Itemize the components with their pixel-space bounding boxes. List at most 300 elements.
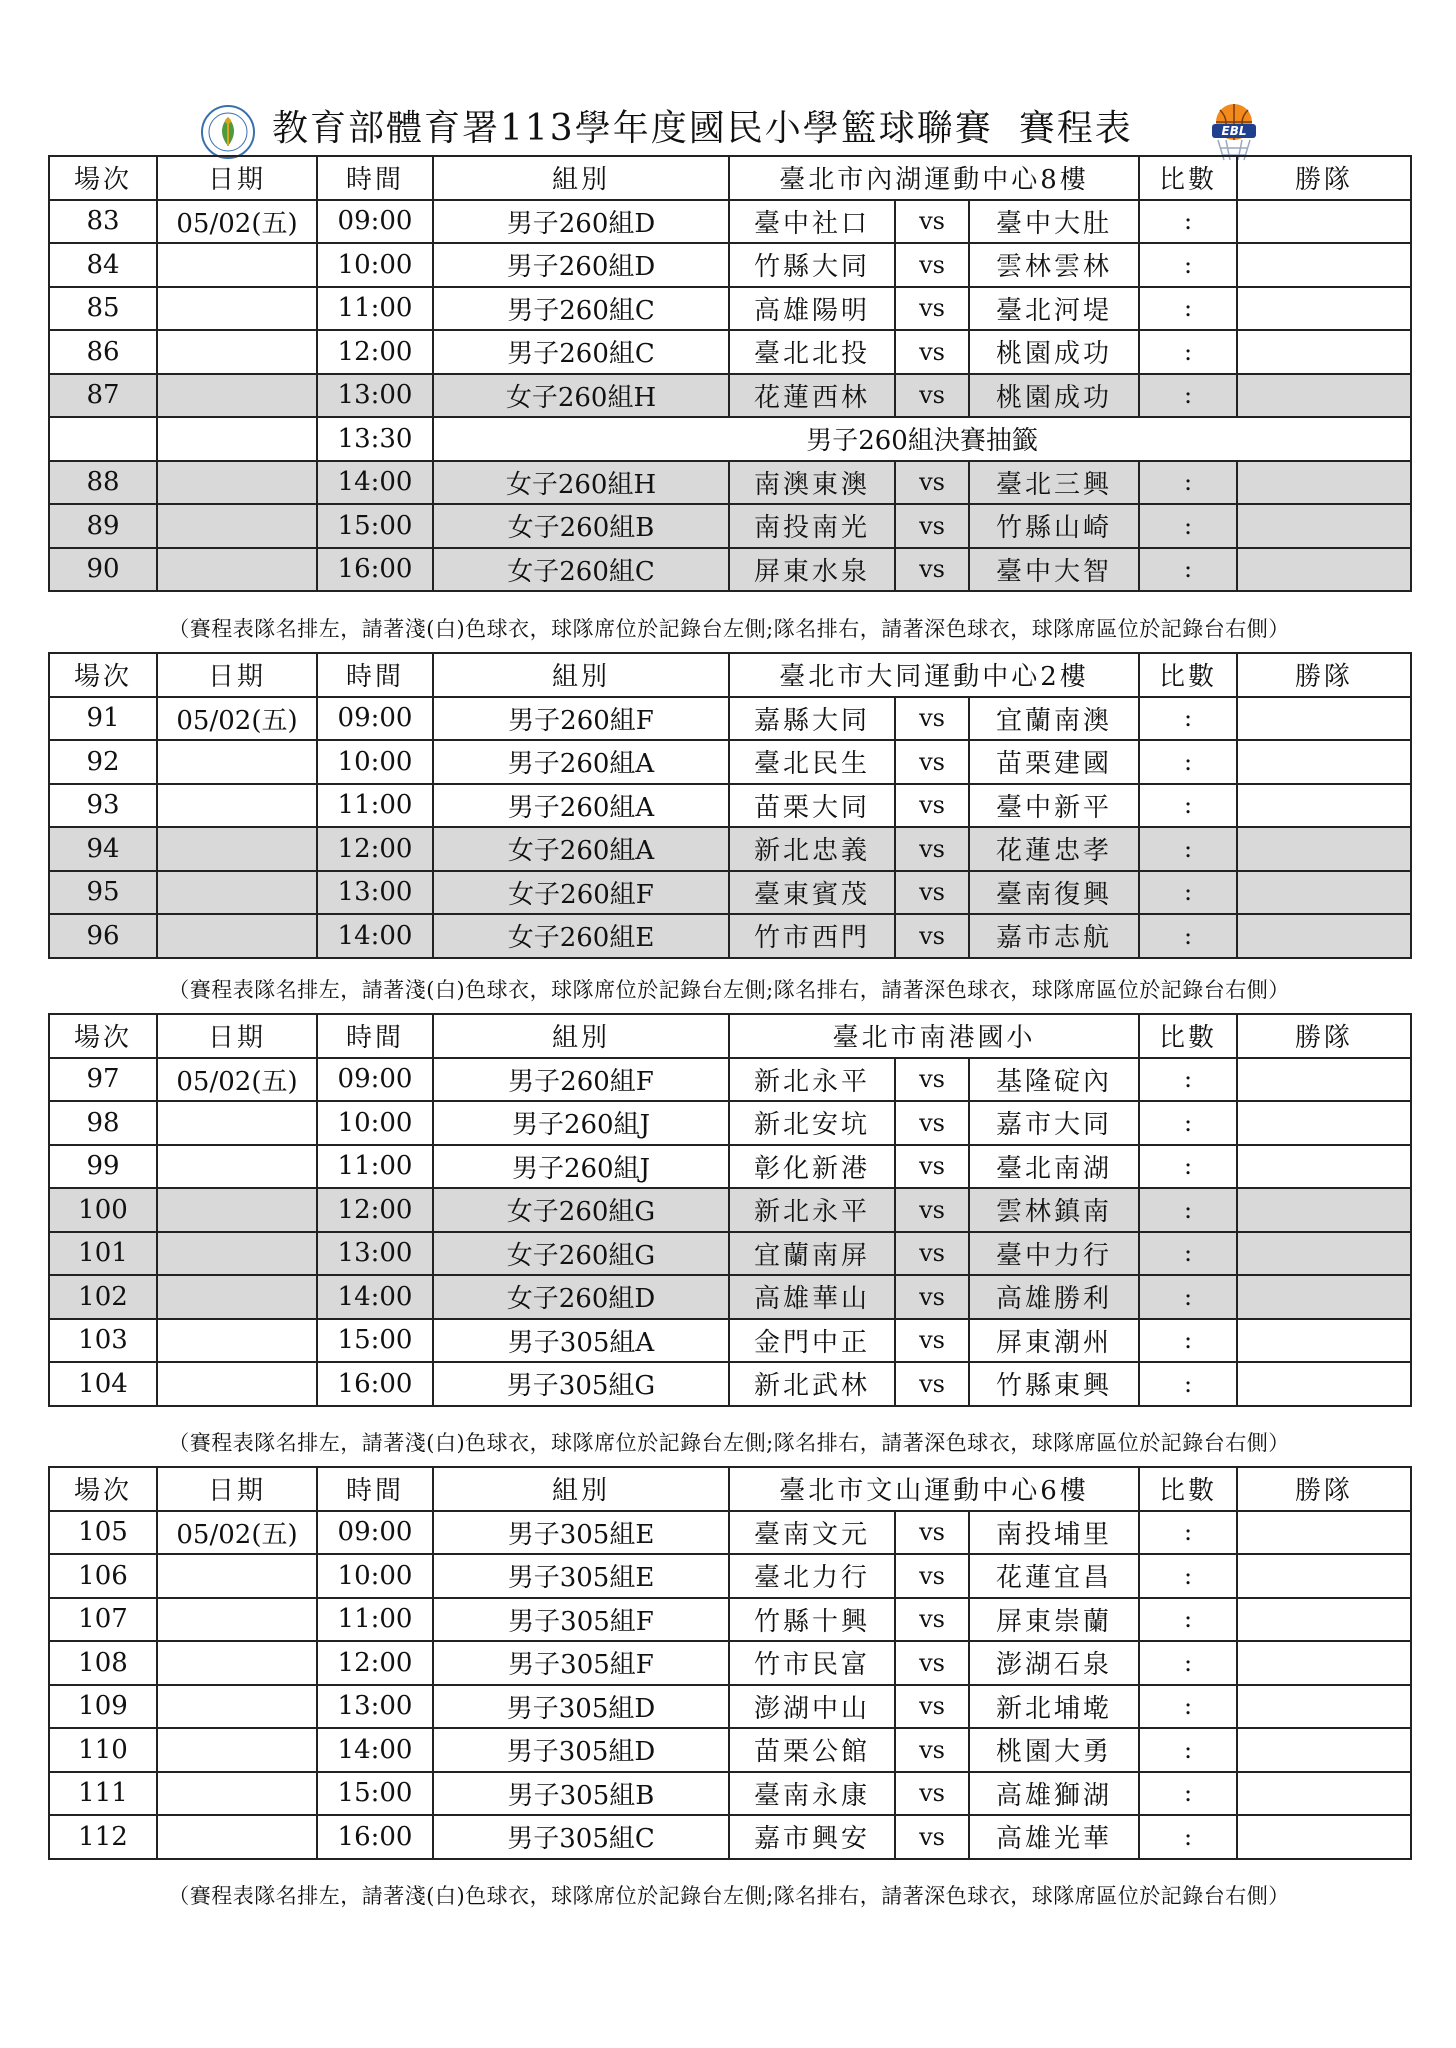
home-team-cell: 金門中正 [729, 1319, 895, 1363]
away-team-cell: 高雄光華 [969, 1815, 1139, 1859]
header-group: 組別 [433, 1014, 729, 1058]
score-cell: : [1139, 1275, 1237, 1319]
event-cell: 男子260組決賽抽籤 [433, 417, 1411, 461]
vs-cell: vs [895, 1772, 969, 1816]
match-no-cell: 108 [49, 1641, 157, 1685]
vs-cell: vs [895, 548, 969, 592]
score-cell: : [1139, 914, 1237, 958]
away-team-cell: 竹縣東興 [969, 1362, 1139, 1406]
winner-cell [1237, 784, 1411, 828]
vs-cell: vs [895, 287, 969, 331]
match-no-cell: 112 [49, 1815, 157, 1859]
home-team-cell: 高雄華山 [729, 1275, 895, 1319]
winner-cell [1237, 697, 1411, 741]
match-no-cell: 84 [49, 243, 157, 287]
group-cell: 男子260組C [433, 330, 729, 374]
time-cell: 10:00 [317, 243, 433, 287]
match-no-cell: 91 [49, 697, 157, 741]
group-cell: 女子260組G [433, 1188, 729, 1232]
score-cell: : [1139, 740, 1237, 784]
home-team-cell: 宜蘭南屏 [729, 1232, 895, 1276]
date-cell [157, 871, 317, 915]
header-group: 組別 [433, 156, 729, 200]
group-cell: 女子260組A [433, 827, 729, 871]
table-header-row [49, 653, 1411, 697]
date-cell [157, 827, 317, 871]
winner-cell [1237, 914, 1411, 958]
time-cell: 14:00 [317, 914, 433, 958]
home-team-cell: 臺中社口 [729, 200, 895, 244]
score-cell: : [1139, 287, 1237, 331]
winner-cell [1237, 200, 1411, 244]
score-cell: : [1139, 1188, 1237, 1232]
time-cell: 13:30 [317, 417, 433, 461]
group-cell: 男子260組A [433, 784, 729, 828]
away-team-cell: 臺北河堤 [969, 287, 1139, 331]
away-team-cell: 嘉市大同 [969, 1101, 1139, 1145]
time-cell: 16:00 [317, 1362, 433, 1406]
away-team-cell: 宜蘭南澳 [969, 697, 1139, 741]
home-team-cell: 嘉縣大同 [729, 697, 895, 741]
away-team-cell: 基隆碇內 [969, 1058, 1139, 1102]
winner-cell [1237, 1641, 1411, 1685]
match-no-cell: 96 [49, 914, 157, 958]
away-team-cell: 嘉市志航 [969, 914, 1139, 958]
away-team-cell: 苗栗建國 [969, 740, 1139, 784]
away-team-cell: 花蓮忠孝 [969, 827, 1139, 871]
date-cell [157, 784, 317, 828]
vs-cell: vs [895, 1188, 969, 1232]
winner-cell [1237, 827, 1411, 871]
time-cell: 09:00 [317, 200, 433, 244]
time-cell: 13:00 [317, 871, 433, 915]
away-team-cell: 桃園成功 [969, 374, 1139, 418]
date-cell [157, 914, 317, 958]
match-no-cell: 89 [49, 504, 157, 548]
header-score: 比數 [1139, 653, 1237, 697]
date-cell [157, 1685, 317, 1729]
home-team-cell: 臺南永康 [729, 1772, 895, 1816]
away-team-cell: 桃園成功 [969, 330, 1139, 374]
home-team-cell: 彰化新港 [729, 1145, 895, 1189]
away-team-cell: 桃園大勇 [969, 1728, 1139, 1772]
group-cell: 男子260組J [433, 1101, 729, 1145]
away-team-cell: 新北埔墘 [969, 1685, 1139, 1729]
table-row [49, 1188, 1411, 1232]
group-cell: 男子305組E [433, 1511, 729, 1555]
score-cell: : [1139, 1598, 1237, 1642]
away-team-cell: 竹縣山崎 [969, 504, 1139, 548]
home-team-cell: 竹縣大同 [729, 243, 895, 287]
score-cell: : [1139, 1554, 1237, 1598]
group-cell: 男子305組A [433, 1319, 729, 1363]
away-team-cell: 臺中新平 [969, 784, 1139, 828]
winner-cell [1237, 871, 1411, 915]
group-cell: 男子305組E [433, 1554, 729, 1598]
time-cell: 12:00 [317, 1188, 433, 1232]
vs-cell: vs [895, 1641, 969, 1685]
home-team-cell: 南投南光 [729, 504, 895, 548]
away-team-cell: 屏東潮州 [969, 1319, 1139, 1363]
home-team-cell: 南澳東澳 [729, 461, 895, 505]
match-no-cell: 107 [49, 1598, 157, 1642]
vs-cell: vs [895, 1101, 969, 1145]
date-cell [157, 1728, 317, 1772]
group-cell: 男子260組F [433, 1058, 729, 1102]
date-cell [157, 740, 317, 784]
match-no-cell: 99 [49, 1145, 157, 1189]
winner-cell [1237, 1511, 1411, 1555]
vs-cell: vs [895, 374, 969, 418]
table-row [49, 1275, 1411, 1319]
winner-cell [1237, 1685, 1411, 1729]
score-cell: : [1139, 330, 1237, 374]
group-cell: 女子260組H [433, 461, 729, 505]
match-no-cell: 105 [49, 1511, 157, 1555]
vs-cell: vs [895, 1145, 969, 1189]
score-cell: : [1139, 1101, 1237, 1145]
vs-cell: vs [895, 1275, 969, 1319]
time-cell: 09:00 [317, 1511, 433, 1555]
score-cell: : [1139, 1058, 1237, 1102]
time-cell: 16:00 [317, 548, 433, 592]
time-cell: 15:00 [317, 1319, 433, 1363]
vs-cell: vs [895, 1598, 969, 1642]
winner-cell [1237, 1772, 1411, 1816]
vs-cell: vs [895, 827, 969, 871]
venue-name: 臺北市南港國小 [729, 1014, 1139, 1058]
home-team-cell: 竹市西門 [729, 914, 895, 958]
winner-cell [1237, 1815, 1411, 1859]
page-header [0, 98, 1456, 160]
time-cell: 14:00 [317, 461, 433, 505]
winner-cell [1237, 1275, 1411, 1319]
group-cell: 男子305組F [433, 1598, 729, 1642]
vs-cell: vs [895, 504, 969, 548]
date-cell: 05/02(五) [157, 697, 317, 741]
schedule-table [48, 155, 1412, 592]
header-match-no: 場次 [49, 653, 157, 697]
ebl-logo [1202, 100, 1266, 162]
winner-cell [1237, 1232, 1411, 1276]
match-no-cell [49, 417, 157, 461]
time-cell: 09:00 [317, 697, 433, 741]
time-cell: 09:00 [317, 1058, 433, 1102]
vs-cell: vs [895, 243, 969, 287]
header-date: 日期 [157, 1467, 317, 1511]
time-cell: 12:00 [317, 1641, 433, 1685]
table-row [49, 1641, 1411, 1685]
table-row [49, 697, 1411, 741]
home-team-cell: 新北武林 [729, 1362, 895, 1406]
score-cell: : [1139, 1728, 1237, 1772]
winner-cell [1237, 243, 1411, 287]
match-no-cell: 97 [49, 1058, 157, 1102]
table-row [49, 740, 1411, 784]
group-cell: 男子305組C [433, 1815, 729, 1859]
time-cell: 10:00 [317, 1101, 433, 1145]
group-cell: 男子260組C [433, 287, 729, 331]
home-team-cell: 臺東賓茂 [729, 871, 895, 915]
winner-cell [1237, 330, 1411, 374]
table-row [49, 287, 1411, 331]
table-row [49, 827, 1411, 871]
home-team-cell: 花蓮西林 [729, 374, 895, 418]
group-cell: 男子260組J [433, 1145, 729, 1189]
table-row [49, 871, 1411, 915]
table-row [49, 1772, 1411, 1816]
score-cell: : [1139, 200, 1237, 244]
winner-cell [1237, 1319, 1411, 1363]
time-cell: 14:00 [317, 1275, 433, 1319]
vs-cell: vs [895, 914, 969, 958]
group-cell: 女子260組F [433, 871, 729, 915]
score-cell: : [1139, 374, 1237, 418]
vs-cell: vs [895, 1815, 969, 1859]
date-cell [157, 1275, 317, 1319]
match-no-cell: 106 [49, 1554, 157, 1598]
score-cell: : [1139, 871, 1237, 915]
vs-cell: vs [895, 1511, 969, 1555]
table-row [49, 243, 1411, 287]
page-title [272, 104, 1192, 154]
winner-cell [1237, 1728, 1411, 1772]
time-cell: 13:00 [317, 1685, 433, 1729]
header-date: 日期 [157, 653, 317, 697]
away-team-cell: 臺北三興 [969, 461, 1139, 505]
header-match-no: 場次 [49, 1467, 157, 1511]
match-no-cell: 104 [49, 1362, 157, 1406]
table-header-row [49, 156, 1411, 200]
away-team-cell: 高雄勝利 [969, 1275, 1139, 1319]
score-cell: : [1139, 1685, 1237, 1729]
jersey-note: （賽程表隊名排左，請著淺(白)色球衣，球隊席位於記錄台左側;隊名排右，請著深色球衣，球隊席區位於記錄台右側） [168, 617, 1290, 641]
time-cell: 15:00 [317, 504, 433, 548]
vs-cell: vs [895, 740, 969, 784]
header-time: 時間 [317, 156, 433, 200]
header-match-no: 場次 [49, 1014, 157, 1058]
group-cell: 女子260組C [433, 548, 729, 592]
time-cell: 11:00 [317, 287, 433, 331]
home-team-cell: 臺北力行 [729, 1554, 895, 1598]
match-no-cell: 110 [49, 1728, 157, 1772]
time-cell: 16:00 [317, 1815, 433, 1859]
table-header-row [49, 1014, 1411, 1058]
date-cell [157, 1362, 317, 1406]
table-row [49, 504, 1411, 548]
match-no-cell: 90 [49, 548, 157, 592]
winner-cell [1237, 548, 1411, 592]
match-no-cell: 83 [49, 200, 157, 244]
score-cell: : [1139, 243, 1237, 287]
home-team-cell: 新北忠義 [729, 827, 895, 871]
date-cell [157, 548, 317, 592]
table-row [49, 1685, 1411, 1729]
away-team-cell: 雲林雲林 [969, 243, 1139, 287]
table-row [49, 1232, 1411, 1276]
header-score: 比數 [1139, 1014, 1237, 1058]
vs-cell: vs [895, 1058, 969, 1102]
vs-cell: vs [895, 330, 969, 374]
score-cell: : [1139, 1511, 1237, 1555]
venue-name: 臺北市文山運動中心6樓 [729, 1467, 1139, 1511]
date-cell [157, 1598, 317, 1642]
away-team-cell: 臺中大肚 [969, 200, 1139, 244]
score-cell: : [1139, 1319, 1237, 1363]
date-cell [157, 1641, 317, 1685]
group-cell: 女子260組D [433, 1275, 729, 1319]
table-row [49, 461, 1411, 505]
match-no-cell: 86 [49, 330, 157, 374]
home-team-cell: 嘉市興安 [729, 1815, 895, 1859]
score-cell: : [1139, 548, 1237, 592]
svg-text:EBL: EBL [1221, 124, 1247, 138]
home-team-cell: 苗栗公館 [729, 1728, 895, 1772]
header-winner: 勝隊 [1237, 1467, 1411, 1511]
away-team-cell: 臺中大智 [969, 548, 1139, 592]
date-cell [157, 287, 317, 331]
group-cell: 男子305組D [433, 1728, 729, 1772]
table-row [49, 1319, 1411, 1363]
title-main: 教育部體育署113學年度國民小學籃球聯賽 [272, 108, 993, 149]
home-team-cell: 屏東水泉 [729, 548, 895, 592]
match-no-cell: 109 [49, 1685, 157, 1729]
header-date: 日期 [157, 1014, 317, 1058]
header-date: 日期 [157, 156, 317, 200]
match-no-cell: 92 [49, 740, 157, 784]
date-cell [157, 1101, 317, 1145]
match-no-cell: 85 [49, 287, 157, 331]
group-cell: 男子260組A [433, 740, 729, 784]
schedule-table [48, 1013, 1412, 1407]
score-cell: : [1139, 1772, 1237, 1816]
group-cell: 男子260組D [433, 243, 729, 287]
table-row [49, 1815, 1411, 1859]
away-team-cell: 臺南復興 [969, 871, 1139, 915]
vs-cell: vs [895, 1232, 969, 1276]
header-score: 比數 [1139, 156, 1237, 200]
venue-name: 臺北市大同運動中心2樓 [729, 653, 1139, 697]
table-row [49, 784, 1411, 828]
group-cell: 男子305組G [433, 1362, 729, 1406]
date-cell: 05/02(五) [157, 1058, 317, 1102]
away-team-cell: 花蓮宜昌 [969, 1554, 1139, 1598]
time-cell: 11:00 [317, 1598, 433, 1642]
group-cell: 女子260組H [433, 374, 729, 418]
header-score: 比數 [1139, 1467, 1237, 1511]
table-row [49, 1058, 1411, 1102]
vs-cell: vs [895, 1362, 969, 1406]
vs-cell: vs [895, 1728, 969, 1772]
away-team-cell: 南投埔里 [969, 1511, 1139, 1555]
date-cell [157, 1188, 317, 1232]
winner-cell [1237, 1188, 1411, 1232]
group-cell: 女子260組B [433, 504, 729, 548]
header-group: 組別 [433, 653, 729, 697]
score-cell: : [1139, 1145, 1237, 1189]
table-row [49, 914, 1411, 958]
time-cell: 11:00 [317, 784, 433, 828]
time-cell: 14:00 [317, 1728, 433, 1772]
header-time: 時間 [317, 1014, 433, 1058]
table-row [49, 374, 1411, 418]
winner-cell [1237, 1598, 1411, 1642]
score-cell: : [1139, 1362, 1237, 1406]
home-team-cell: 竹市民富 [729, 1641, 895, 1685]
group-cell: 男子260組F [433, 697, 729, 741]
score-cell: : [1139, 1232, 1237, 1276]
header-group: 組別 [433, 1467, 729, 1511]
vs-cell: vs [895, 1319, 969, 1363]
table-row [49, 200, 1411, 244]
schedule-table [48, 1466, 1412, 1860]
winner-cell [1237, 1362, 1411, 1406]
time-cell: 13:00 [317, 1232, 433, 1276]
winner-cell [1237, 740, 1411, 784]
date-cell [157, 417, 317, 461]
header-winner: 勝隊 [1237, 653, 1411, 697]
group-cell: 男子305組F [433, 1641, 729, 1685]
vs-cell: vs [895, 200, 969, 244]
home-team-cell: 竹縣十興 [729, 1598, 895, 1642]
match-no-cell: 103 [49, 1319, 157, 1363]
table-row [49, 1554, 1411, 1598]
date-cell [157, 1554, 317, 1598]
home-team-cell: 苗栗大同 [729, 784, 895, 828]
winner-cell [1237, 374, 1411, 418]
group-cell: 女子260組E [433, 914, 729, 958]
table-row [49, 1728, 1411, 1772]
group-cell: 男子305組D [433, 1685, 729, 1729]
winner-cell [1237, 461, 1411, 505]
table-row [49, 330, 1411, 374]
group-cell: 女子260組G [433, 1232, 729, 1276]
vs-cell: vs [895, 1685, 969, 1729]
winner-cell [1237, 504, 1411, 548]
score-cell: : [1139, 697, 1237, 741]
group-cell: 男子305組B [433, 1772, 729, 1816]
table-row [49, 1101, 1411, 1145]
header-match-no: 場次 [49, 156, 157, 200]
table-row [49, 1145, 1411, 1189]
moe-logo [200, 104, 256, 160]
match-no-cell: 102 [49, 1275, 157, 1319]
match-no-cell: 95 [49, 871, 157, 915]
header-time: 時間 [317, 653, 433, 697]
event-row [49, 417, 1411, 461]
date-cell [157, 1815, 317, 1859]
table-row [49, 1511, 1411, 1555]
vs-cell: vs [895, 871, 969, 915]
table-row [49, 548, 1411, 592]
header-time: 時間 [317, 1467, 433, 1511]
table-row [49, 1598, 1411, 1642]
home-team-cell: 新北永平 [729, 1058, 895, 1102]
winner-cell [1237, 1554, 1411, 1598]
time-cell: 10:00 [317, 740, 433, 784]
vs-cell: vs [895, 1554, 969, 1598]
away-team-cell: 雲林鎮南 [969, 1188, 1139, 1232]
table-header-row [49, 1467, 1411, 1511]
home-team-cell: 新北安坑 [729, 1101, 895, 1145]
home-team-cell: 澎湖中山 [729, 1685, 895, 1729]
jersey-note: （賽程表隊名排左，請著淺(白)色球衣，球隊席位於記錄台左側;隊名排右，請著深色球衣，球隊席區位於記錄台右側） [168, 1431, 1290, 1455]
match-no-cell: 88 [49, 461, 157, 505]
date-cell: 05/02(五) [157, 1511, 317, 1555]
date-cell: 05/02(五) [157, 200, 317, 244]
date-cell [157, 330, 317, 374]
away-team-cell: 澎湖石泉 [969, 1641, 1139, 1685]
